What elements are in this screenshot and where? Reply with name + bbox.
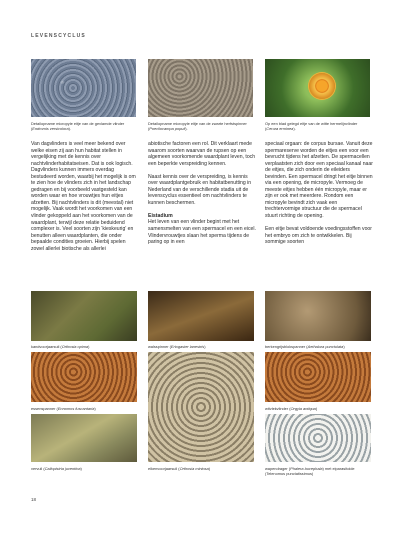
photo-phalera (265, 414, 371, 462)
caption-top-1: Detailopname micropyle eitje van de gevlamde vlinder (Endromis versicolora). (31, 121, 125, 131)
paragraph: speciaal orgaan: de corpus bursae. Vanuit deze spermareserve worden de eitjes een voor een bevrucht tijdens het afzetten. De spermacellen verplaatsten zich door een speciaal kanaal naar de eitjes, die zich onderin de eileiders bevinden. Een spermacel dringt het eitje binnen via een opening, de micropyle. Vermoeg de meeste eitjes hebben één micropyle, maar er zijn er ook met meerdere. Rondom een micropyle bevindt zich vaak een trechtervormige structuur die de spermacel stuurt richting de opening. (265, 141, 373, 220)
caption-grid-6: witvlekvlinder (Orgyia antiqua) (265, 406, 318, 411)
caption-grid-9: wapendrager (Phalera bucephala) met eiparasitoide (Telenomus punctatissimus) (265, 466, 355, 476)
caption-top-3: Op een blad gelegd eitje van de witte hermelijnvlinder (Cerura erminea). (265, 121, 358, 131)
photo-aethalura (265, 291, 371, 341)
caption-grid-4: essenspanner (Ennomos fuscantaria) (31, 406, 96, 411)
caption-top-2: Detailopname micropyle eitje van de zwarte herfstspinner (Poecilocampa populi). (148, 121, 247, 131)
caption-grid-1: kandvoorjaarsuil (Orthosia opima) (31, 344, 90, 349)
photo-eriogaster (148, 291, 254, 341)
paragraph: Een eitje bevat voldoende voedingsstoffen voor het embryo om zich te ontwikkelen. Bij sommige soorten (265, 226, 372, 246)
paragraph: Naast kennis over de verspreiding, is kennis over waardplantgebruik en habitatbenutting in Nederland van de verschillende stadia uit de levenscyclus essentieel om nachtvlinders te kunnen beschermen. (148, 173, 252, 206)
photo-ennomos (31, 352, 137, 402)
photo-callopistria (31, 414, 137, 462)
section-heading: Eistadium (148, 212, 173, 219)
section-header: LEVENSCYCLUS (31, 33, 86, 39)
caption-grid-3: berkengrijsblokspanner (Aethalura punctulata) (265, 344, 345, 349)
caption-grid-2: walsspinner (Eriogaster lanestris) (148, 344, 206, 349)
photo-egg-cerura (265, 59, 370, 117)
photo-micropyle-poecilocampa (148, 59, 253, 117)
paragraph: Het leven van een vlinder begint met het samensmelten van een spermacel en een eicel. Vlindervrouwtjes slaan het sperma tijdens de paring op in een (148, 219, 256, 246)
photo-micropyle-endromis (31, 59, 136, 117)
caption-grid-8: eikenvoorjaarsuil (Orthosia miniosa) (148, 466, 211, 471)
photo-orgyia (265, 352, 371, 402)
page-number: 18 (31, 497, 37, 502)
paragraph: Van dagvlinders is veel meer bekend over welke eisen zij aan hun habitat stellen in vergelijking met de kennis over nachtvlinderhabitatseisen. Dat is ook logisch. Dagvlinders kunnen immers overdag bestudeerd worden, waarbij het mogelijk is om te zien hoe de vlinders zich in het landschap gedragen en bij voorbeeld vastgesteld kan worden waar en hoe vrouwtjes hun eitjes afzetten. Bij nachtvlinders is dit (meestal) niet mogelijk. Vaak wordt het voorkomen van een vlinder gekoppeld aan het voorkomen van de waardplant, terwijl deze relatie beduidend complexer is. Veel soorten zijn ‘kieskeurig’ en benutten alleen waardplanten, die onder bepaalde condities groeien. Hierbij spelen zowel allerlei biotische als allerlei (31, 141, 136, 252)
paragraph: abiotische factoren een rol. Dit verklaart mede waarom soorten waarvan de rupsen op een algemeen voorkomende waardplant leven, toch een beperkte verspreiding kennen. (148, 141, 256, 167)
body-column-3 (265, 141, 373, 252)
body-column-1 (31, 141, 139, 259)
caption-grid-7: vervuil (Callopistria juventina) (31, 466, 82, 471)
photo-orthosia-opima (31, 291, 137, 341)
body-column-2 (148, 141, 256, 252)
photo-orthosia-miniosa (148, 352, 254, 462)
